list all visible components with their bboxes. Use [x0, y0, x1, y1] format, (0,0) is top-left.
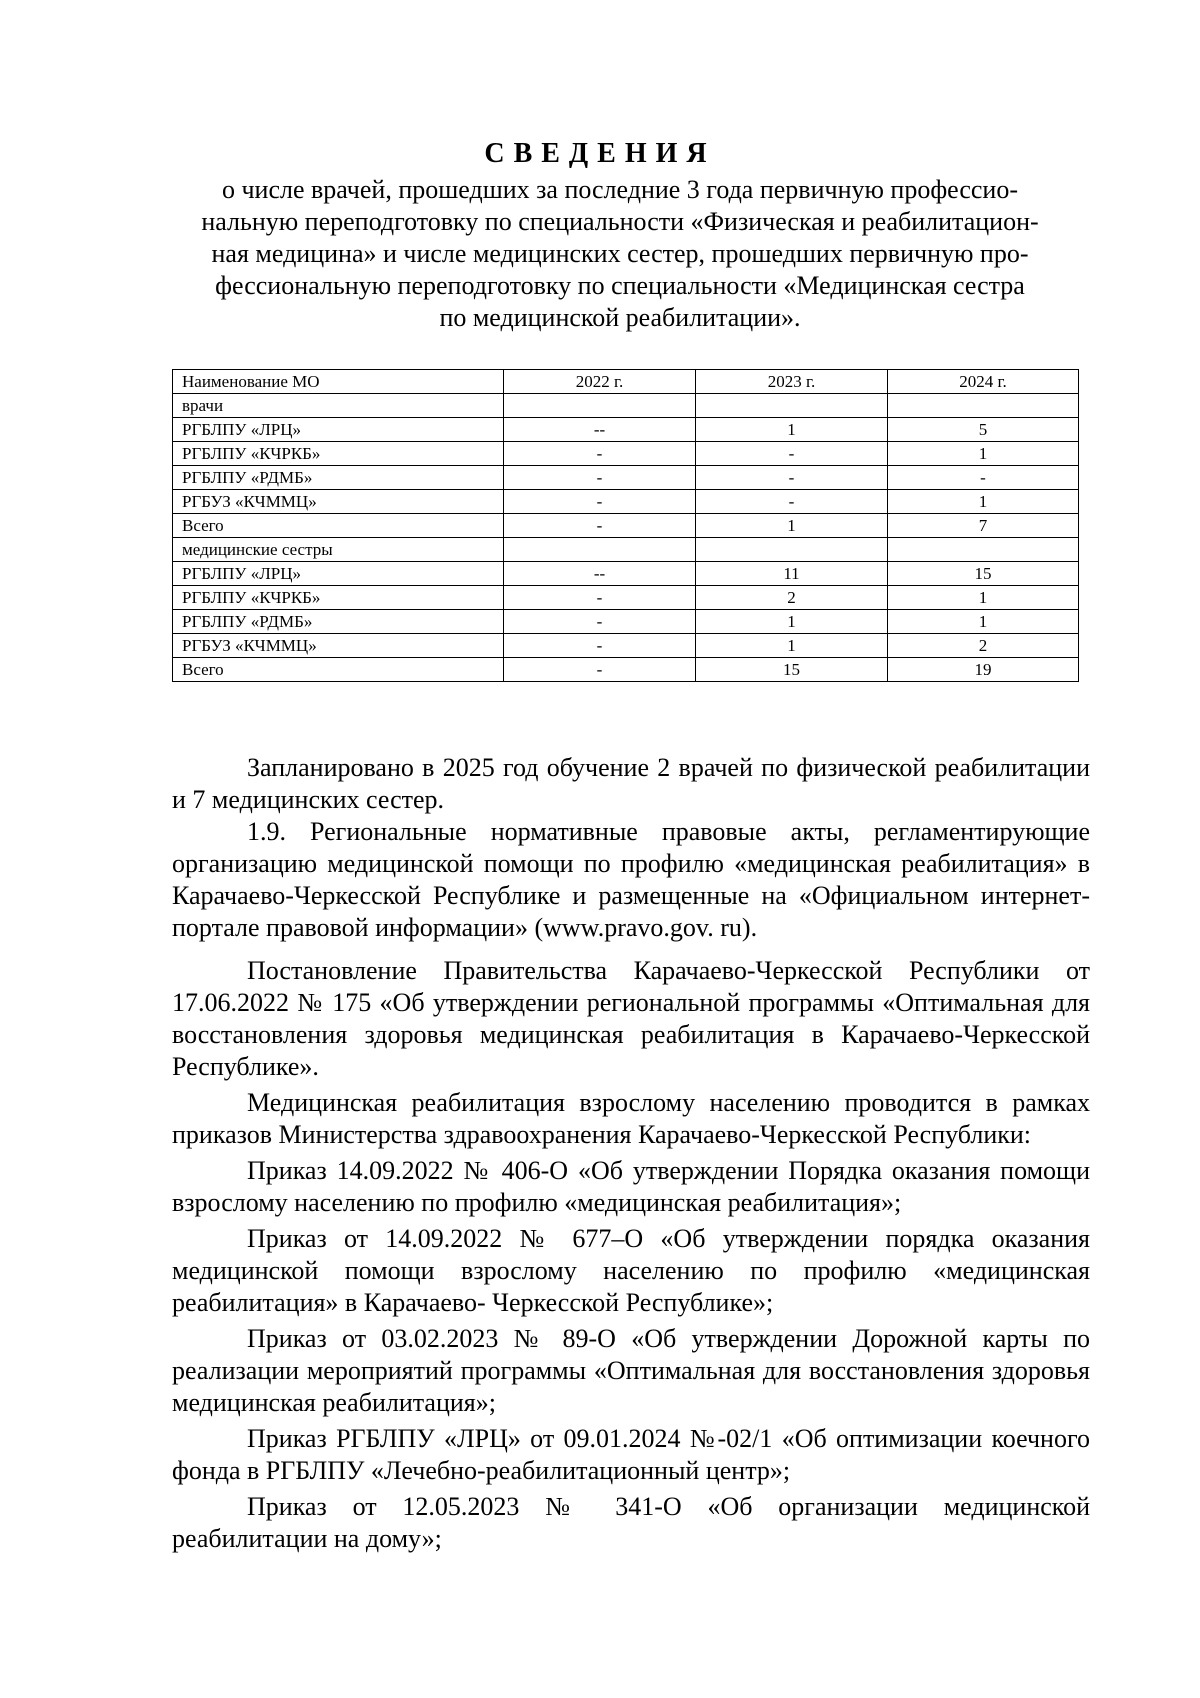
subtitle-line: по медицинской реабилитации». [439, 303, 801, 332]
table-cell: медицинские сестры [173, 538, 504, 562]
table-cell: РГБУЗ «КЧММЦ» [173, 490, 504, 514]
table-cell: - [504, 586, 696, 610]
table-row [173, 418, 1079, 442]
table-cell: - [504, 658, 696, 682]
table-cell: РГБЛПУ «КЧРКБ» [173, 586, 504, 610]
table-row [173, 442, 1079, 466]
table-cell [504, 394, 696, 418]
paragraph-orders-intro: Медицинская реабилитация взрослому населению проводится в рамках приказов Министерства здравоохранения Карачаево-Черкесской Республики: [172, 1088, 1090, 1149]
table-cell: РГБЛПУ «РДМБ» [173, 466, 504, 490]
header-cell-2023: 2023 г. [696, 370, 888, 394]
table-row [173, 466, 1079, 490]
table-row [173, 658, 1079, 682]
table-row [173, 586, 1079, 610]
table-row [173, 634, 1079, 658]
table-row [173, 394, 1079, 418]
table-cell: - [504, 610, 696, 634]
table-cell: 2 [696, 586, 888, 610]
document-heading: СВЕДЕНИЯ [484, 138, 716, 169]
table-cell [504, 538, 696, 562]
table-cell: - [504, 634, 696, 658]
paragraph-order-02-1: Приказ РГБЛПУ «ЛРЦ» от 09.01.2024 №-02/1 «Об оптимизации коечного фонда в РГБЛПУ «Лечебно-реабилитационный центр»; [172, 1424, 1090, 1485]
table-cell [888, 394, 1079, 418]
header-cell-mo: Наименование МО [173, 370, 504, 394]
table-cell: - [504, 490, 696, 514]
table-cell: 1 [696, 514, 888, 538]
paragraph-order-89: Приказ от 03.02.2023 № 89-О «Об утверждении Дорожной карты по реализации мероприятий программы «Оптимальная для восстановления здоровья медицинская реабилитация»; [172, 1324, 1090, 1417]
table-cell: 1 [888, 610, 1079, 634]
table-cell: - [504, 442, 696, 466]
table-cell: -- [504, 418, 696, 442]
table-cell: РГБУЗ «КЧММЦ» [173, 634, 504, 658]
table-cell: Всего [173, 658, 504, 682]
subtitle-line: фессиональную переподготовку по специальности «Медицинская сестра [215, 271, 1025, 300]
paragraph-order-677: Приказ от 14.09.2022 № 677–О «Об утверждении порядка оказания медицинской помощи взрослому населению по профилю «медицинская реабилитация» в Карачаево- Черкесской Республике»; [172, 1224, 1090, 1317]
table-cell: Всего [173, 514, 504, 538]
table-cell: 19 [888, 658, 1079, 682]
table-cell: - [888, 466, 1079, 490]
table-row [173, 562, 1079, 586]
table-row [173, 538, 1079, 562]
table-cell: - [696, 442, 888, 466]
table-cell: 1 [888, 586, 1079, 610]
subtitle-line: нальную переподготовку по специальности «Физическая и реабилитацион- [201, 207, 1039, 236]
table-cell: - [504, 514, 696, 538]
table-cell: РГБЛПУ «РДМБ» [173, 610, 504, 634]
table-cell: РГБЛПУ «КЧРКБ» [173, 442, 504, 466]
table-cell: - [696, 466, 888, 490]
table-cell: 1 [888, 442, 1079, 466]
table-cell: 1 [696, 634, 888, 658]
table-cell: 1 [696, 610, 888, 634]
table-row [173, 514, 1079, 538]
table-header-row [173, 370, 1079, 394]
subtitle-line: ная медицина» и числе медицинских сестер, прошедших первичную про- [211, 239, 1029, 268]
table-cell: 5 [888, 418, 1079, 442]
table-cell: - [504, 466, 696, 490]
table-row [173, 610, 1079, 634]
paragraph-order-341: Приказ от 12.05.2023 № 341-О «Об организации медицинской реабилитации на дому»; [172, 1492, 1090, 1553]
document-body [172, 752, 1090, 1555]
table-cell: - [696, 490, 888, 514]
table-cell: 2 [888, 634, 1079, 658]
document-subtitle [170, 174, 1070, 334]
table-cell [696, 394, 888, 418]
table-cell: 7 [888, 514, 1079, 538]
table-cell: 1 [696, 418, 888, 442]
table-row [173, 490, 1079, 514]
subtitle-line: о числе врачей, прошедших за последние 3 года первичную профессио- [221, 175, 1019, 204]
paragraph-section-1-9: 1.9. Региональные нормативные правовые акты, регламентирующие организацию медицинской помощи по профилю «медицинская реабилитация» в Карачаево-Черкесской Республике и размещенные на «Официальном интернет-портале правовой информации» (www.pravo.gov. ru). [172, 817, 1090, 942]
table-cell [696, 538, 888, 562]
table-cell: 15 [696, 658, 888, 682]
table-cell: 15 [888, 562, 1079, 586]
table-cell: 11 [696, 562, 888, 586]
table-cell: РГБЛПУ «ЛРЦ» [173, 418, 504, 442]
table-cell [888, 538, 1079, 562]
table-cell: 1 [888, 490, 1079, 514]
paragraph-order-406: Приказ 14.09.2022 № 406-О «Об утверждении Порядка оказания помощи взрослому населению по профилю «медицинская реабилитация»; [172, 1156, 1090, 1217]
header-cell-2024: 2024 г. [888, 370, 1079, 394]
table-cell: РГБЛПУ «ЛРЦ» [173, 562, 504, 586]
table-cell: -- [504, 562, 696, 586]
paragraph-plan: Запланировано в 2025 год обучение 2 врачей по физической реабилитации и 7 медицинских сестер. [172, 753, 1090, 814]
table-cell: врачи [173, 394, 504, 418]
header-cell-2022: 2022 г. [504, 370, 696, 394]
training-table [172, 369, 1079, 682]
paragraph-resolution: Постановление Правительства Карачаево-Черкесской Республики от 17.06.2022 № 175 «Об утверждении региональной программы «Оптимальная для восстановления здоровья медицинская реабилитация в Карачаево-Черкесской Республике». [172, 956, 1090, 1081]
